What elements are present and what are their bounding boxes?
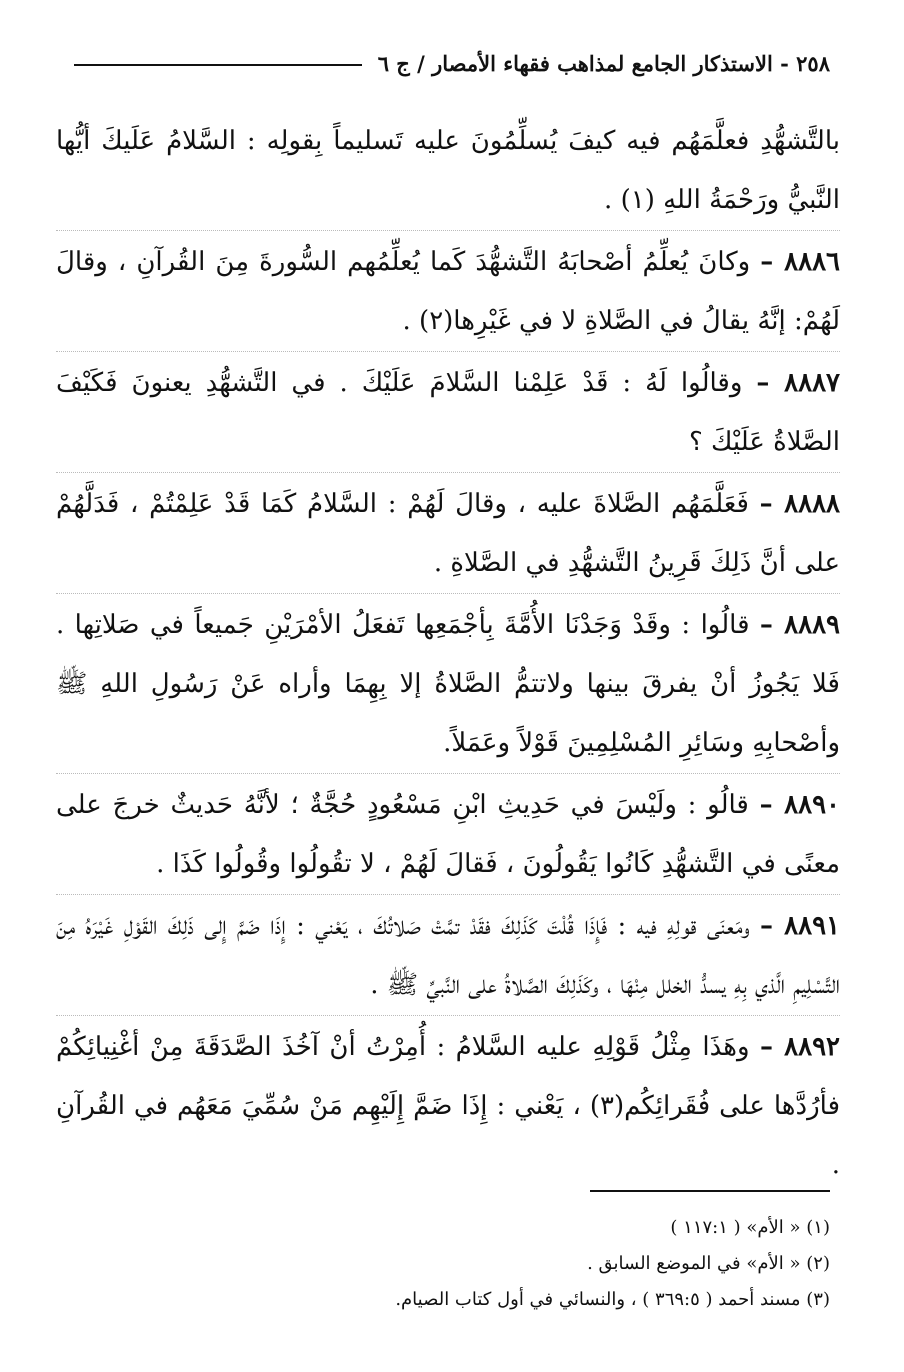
footnote-rule	[590, 1190, 830, 1192]
paragraph-number: ٨٨٨٩ –	[759, 610, 840, 640]
footnote: (٢) « الأم» في الموضع السابق .	[587, 1253, 830, 1274]
paragraph-number: ٨٨٨٨ –	[759, 489, 841, 519]
paragraph-number: ٨٨٩٠ –	[759, 790, 840, 820]
paragraph-number: ٨٨٩٢ –	[759, 1032, 841, 1062]
paragraph-text: وكانَ يُعلِّمُ أصْحابَهُ التَّشهُّدَ كَما يُعلِّمُهم السُّورةَ مِنَ القُرآنِ ، وقالَ لَهُمْ: إنَّهُ يقالُ في الصَّلاةِ لا في غَيْرِها(٢) .	[56, 247, 840, 336]
paragraph-text: قالُوا : وقَدْ وَجَدْنَا الأُمَّةَ بِأجْمَعِها تَفعَلُ الأمْرَيْنِ جَميعاً في صَلاتِها . فَلا يَجُوزُ أنْ يفرقَ بينها ولاتتمُّ الصَّلاةُ إلا بِهِمَا وأراه عَنْ رَسُولِ اللهِ ﷺ وأصْحابِهِ وسَائِرِ المُسْلِمِينَ قَوْلاً وعَمَلاً.	[56, 610, 840, 758]
paragraph-text: وقالُوا لَهُ : قَدْ عَلِمْنا السَّلامَ عَلَيْكَ . في التَّشهُّدِ يعنونَ فَكَيْفَ الصَّلاةُ عَلَيْكَ ؟	[56, 368, 840, 457]
footnote: (١) « الأم» ( ١١٧:١ )	[670, 1217, 830, 1238]
footnote: (٣) مسند أحمد ( ٣٦٩:٥ ) ، والنسائي في أول كتاب الصيام.	[395, 1289, 830, 1310]
paragraph-number: ٨٨٩١ –	[760, 911, 840, 941]
paragraph-text: فَعَلَّمَهُم الصَّلاةَ عليه ، وقالَ لَهُمْ : السَّلامُ كَمَا قَدْ عَلِمْتُمْ ، فَدَلَّهُمْ على أنَّ ذَلِكَ قَرِينُ التَّشهُّدِ في الصَّلاةِ .	[56, 489, 840, 578]
paragraph-text: وهَذَا مِثْلُ قَوْلِهِ عليه السَّلامُ : أُمِرْتُ أنْ آخُذَ الصَّدَقَةَ مِنْ أغْنِيائِكُمْ فأرُدَّها على فُقَرائِكُم(٣) ، يَعْني : إِذَا ضَمَّ إِلَيْهِم مَنْ سُمِّيَ مَعَهُم في القُرآنِ .	[56, 1032, 840, 1180]
paragraph	[56, 230, 840, 351]
header-rule	[74, 64, 362, 66]
running-header	[74, 46, 830, 80]
footnotes	[130, 1210, 830, 1318]
paragraph	[56, 351, 840, 472]
paragraph-text: قالُو : ولَيْسَ في حَدِيثِ ابْنِ مَسْعُودٍ حُجَّةٌ ؛ لأنَّهُ حَديثٌ خرجَ على معنًى في التَّشهُّدِ كَانُوا يَقُولُونَ ، فَقالَ لَهُمْ ، لا تقُولُوا وقُولُوا كَذَا .	[56, 790, 840, 879]
paragraph	[56, 1015, 840, 1195]
paragraph	[56, 472, 840, 593]
paragraph	[56, 593, 840, 773]
paragraph	[56, 112, 840, 230]
paragraph-text: ومَعنَى قولِهِ فيه : فَإِذَا قُلْتَ كَذَلِكَ فقَدْ تمَّتْ صَلاتُكَ ، يَعْني : إِذَا ضَمَّ إِلى ذَلِكَ القَوْلِ غَيْرَهُ مِنَ التَّسْلِيمِ الَّذي بِهِ يسدُّ الخلل مِنْهَا ، وكَذَلِكَ الصَّلاةُ على النَّبيِّ ﷺ .	[56, 911, 840, 1000]
header-title: ٢٥٨ - الاستذكار الجامع لمذاهب فقهاء الأمصار / ج ٦	[377, 50, 830, 76]
paragraph-text: بالتَّشهُّدِ فعلَّمَهُم فيه كيفَ يُسلِّمُونَ عليه تَسليماً بِقولِه : السَّلامُ عَلَيكَ أيُّها النَّبيُّ ورَحْمَةُ اللهِ (١) .	[56, 126, 840, 215]
paragraph	[56, 894, 840, 1015]
paragraph	[56, 773, 840, 894]
main-text	[56, 112, 840, 1195]
paragraph-number: ٨٨٨٦ –	[760, 247, 840, 277]
paragraph-number: ٨٨٨٧ –	[756, 368, 840, 398]
